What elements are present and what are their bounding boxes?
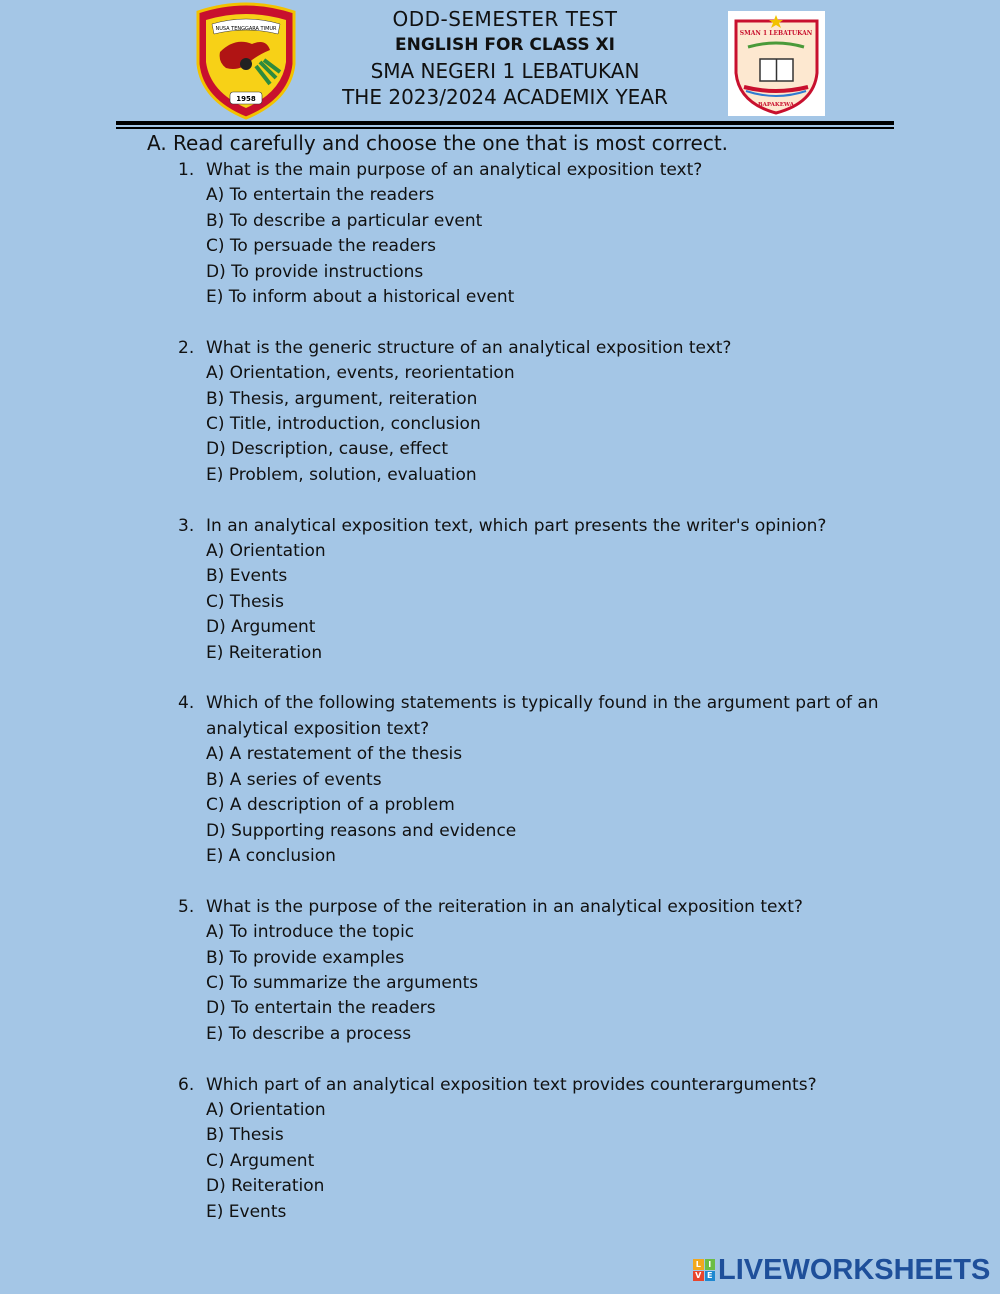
question-number: 1.: [178, 160, 195, 180]
answer-option[interactable]: A) To introduce the topic: [206, 922, 415, 943]
answer-option[interactable]: A) A restatement of the thesis: [206, 744, 463, 765]
subject-title: ENGLISH FOR CLASS XI: [395, 35, 615, 55]
page-header: [0, 0, 1000, 130]
answer-option[interactable]: C) Title, introduction, conclusion: [206, 414, 481, 435]
question-text: What is the purpose of the reiteration in an analytical exposition text?: [206, 896, 803, 917]
answer-option[interactable]: E) To inform about a historical event: [206, 287, 515, 308]
liveworksheets-logo[interactable]: [693, 1255, 990, 1285]
answer-option[interactable]: A) Orientation: [206, 541, 326, 562]
question-number: 6.: [178, 1074, 195, 1095]
section-heading: A. Read carefully and choose the one that is most correct.: [147, 131, 729, 155]
answer-option[interactable]: B) Thesis, argument, reiteration: [206, 388, 478, 409]
question-text: Which of the following statements is typically found in the argument part of an analytical exposition text?: [206, 693, 879, 739]
icon-letter: E: [705, 1271, 716, 1282]
province-emblem-icon: [190, 2, 302, 120]
answer-option[interactable]: B) A series of events: [206, 769, 382, 790]
answer-option[interactable]: E) A conclusion: [206, 845, 336, 866]
answer-option[interactable]: A) Orientation, events, reorientation: [206, 363, 515, 384]
question-number: 3.: [178, 515, 195, 536]
answer-option[interactable]: E) Events: [206, 1201, 287, 1222]
answer-option[interactable]: D) Argument: [206, 617, 316, 638]
header-divider-thick: [116, 121, 894, 125]
answer-option[interactable]: D) Supporting reasons and evidence: [206, 820, 517, 841]
icon-letter: I: [705, 1259, 716, 1270]
school-logo-top-text: SMAN 1 LEBATUKAN: [739, 30, 813, 37]
question-text: What is the generic structure of an analytical exposition text?: [206, 337, 732, 358]
question-text: What is the main purpose of an analytical exposition text?: [206, 160, 703, 180]
question-3: [178, 514, 910, 666]
question-number: 5.: [178, 896, 195, 917]
answer-option[interactable]: C) Argument: [206, 1150, 315, 1171]
answer-option[interactable]: C) A description of a problem: [206, 795, 455, 816]
answer-option[interactable]: E) To describe a process: [206, 1023, 412, 1044]
answer-option[interactable]: D) To provide instructions: [206, 261, 424, 282]
question-2: [178, 336, 910, 488]
answer-option[interactable]: C) Thesis: [206, 591, 284, 612]
question-text: Which part of an analytical exposition text provides counterarguments?: [206, 1074, 817, 1095]
question-section: [147, 128, 910, 1250]
question-1: [178, 158, 910, 310]
answer-option[interactable]: E) Problem, solution, evaluation: [206, 464, 477, 485]
school-logo-icon: [728, 11, 825, 116]
answer-option[interactable]: E) Reiteration: [206, 642, 323, 663]
title-block: [300, 6, 710, 110]
liveworksheets-icon: [693, 1259, 715, 1281]
question-4: [178, 691, 910, 869]
emblem-banner-text: NUSA TENGGARA TIMUR: [215, 26, 277, 32]
answer-option[interactable]: A) Orientation: [206, 1099, 326, 1120]
answer-option[interactable]: B) To provide examples: [206, 947, 405, 968]
answer-option[interactable]: D) Reiteration: [206, 1176, 325, 1197]
answer-option[interactable]: C) To summarize the arguments: [206, 972, 479, 993]
liveworksheets-brand: LIVEWORKSHEETS: [718, 1253, 991, 1286]
question-number: 4.: [178, 693, 195, 714]
question-number: 2.: [178, 337, 195, 358]
academic-year: THE 2023/2024 ACADEMIX YEAR: [342, 85, 668, 109]
answer-option[interactable]: B) Thesis: [206, 1125, 284, 1146]
question-6: [178, 1073, 910, 1225]
question-5: [178, 895, 910, 1047]
school-name: SMA NEGERI 1 LEBATUKAN: [370, 59, 640, 83]
test-title: ODD-SEMESTER TEST: [392, 7, 618, 31]
icon-letter: V: [693, 1271, 704, 1282]
emblem-year: 1958: [236, 95, 256, 103]
answer-option[interactable]: A) To entertain the readers: [206, 185, 435, 206]
answer-option[interactable]: B) To describe a particular event: [206, 210, 483, 231]
answer-option[interactable]: D) To entertain the readers: [206, 998, 436, 1019]
answer-option[interactable]: B) Events: [206, 566, 288, 587]
answer-option[interactable]: D) Description, cause, effect: [206, 439, 449, 460]
icon-letter: L: [693, 1259, 704, 1270]
school-logo-bottom-text: BAPAKEWA: [758, 102, 794, 108]
answer-option[interactable]: C) To persuade the readers: [206, 236, 437, 257]
question-text: In an analytical exposition text, which part presents the writer's opinion?: [206, 515, 827, 536]
